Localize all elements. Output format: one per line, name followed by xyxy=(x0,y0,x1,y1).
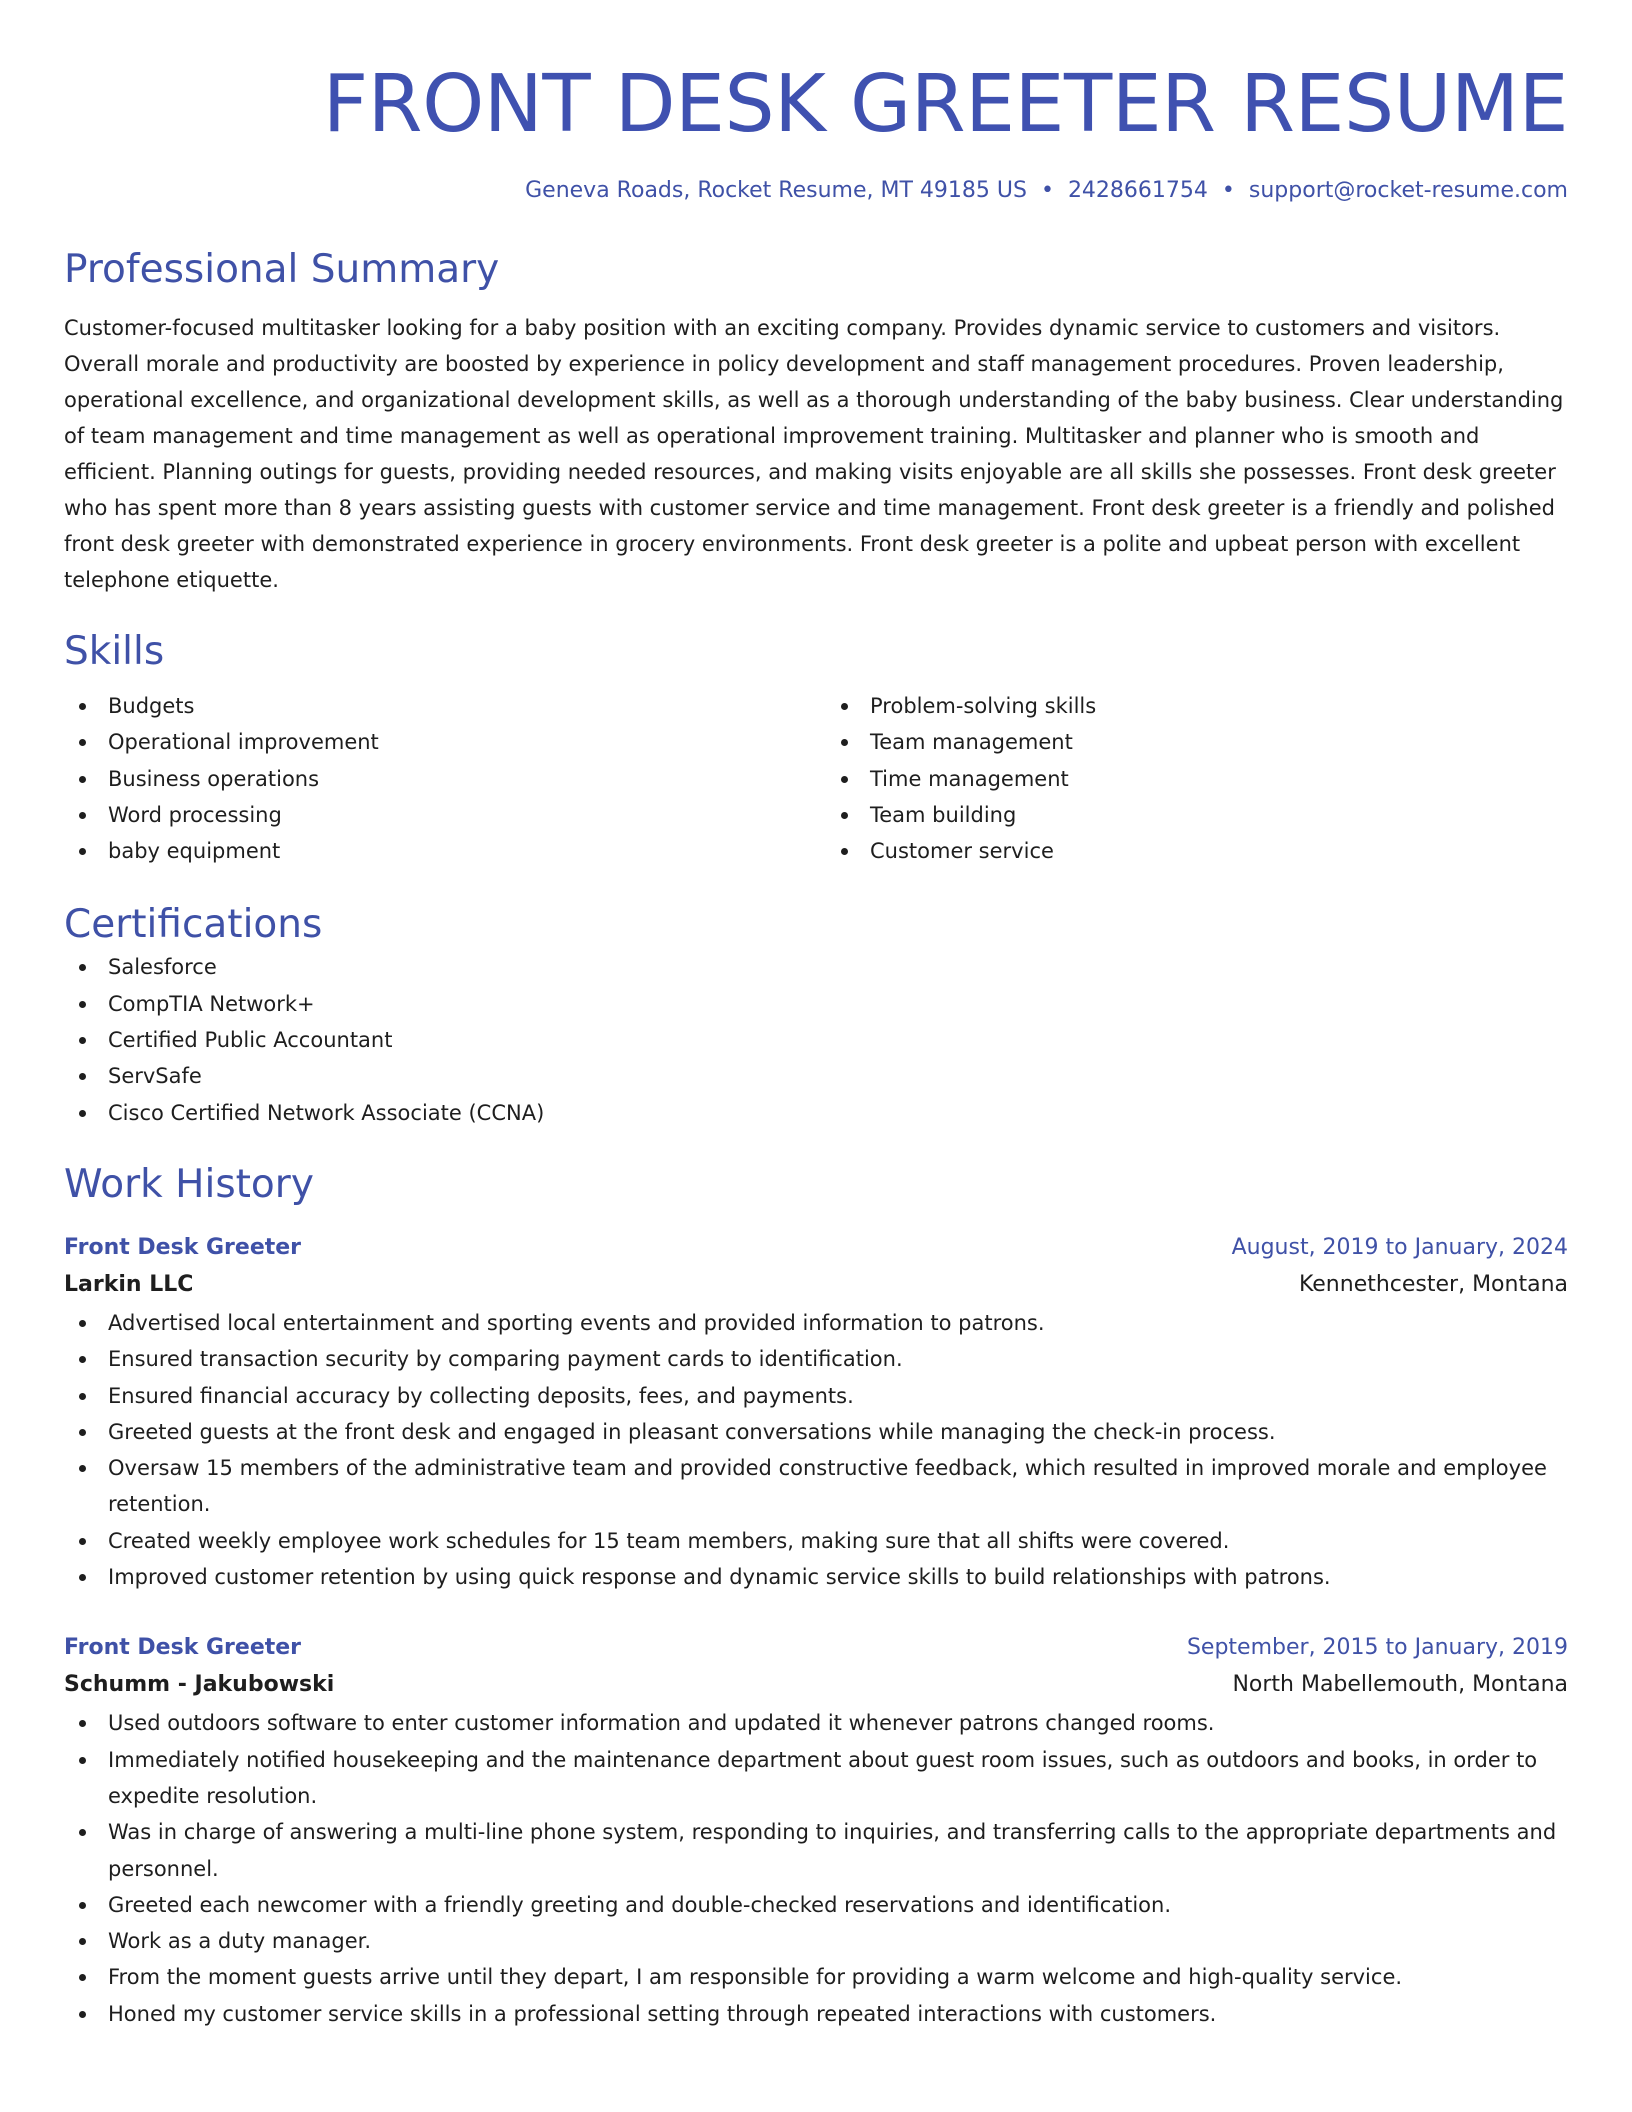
contact-separator: • xyxy=(1221,178,1235,203)
skill-item: Business operations xyxy=(64,761,806,797)
skill-item: Budgets xyxy=(64,688,806,724)
job-duty: Oversaw 15 members of the administrative team and provided constructive feedback, which resulted in improved morale and employee retention. xyxy=(64,1450,1568,1523)
job-title: Front Desk Greeter xyxy=(64,1234,302,1260)
skill-item: Problem-solving skills xyxy=(826,688,1568,724)
job-dates: August, 2019 to January, 2024 xyxy=(1231,1234,1568,1260)
job-duties-list xyxy=(64,1305,1568,1595)
job-title: Front Desk Greeter xyxy=(64,1635,302,1661)
certifications-list xyxy=(64,949,1568,1130)
job-duty: Honed my customer service skills in a professional setting through repeated interactions with customers. xyxy=(64,1996,1568,2032)
job-duty: Improved customer retention by using quick response and dynamic service skills to build relationships with patrons. xyxy=(64,1559,1568,1595)
job-dates: September, 2015 to January, 2019 xyxy=(1186,1635,1568,1661)
contact-separator: • xyxy=(1040,178,1054,203)
job-duty: Greeted each newcomer with a friendly greeting and double-checked reservations and identification. xyxy=(64,1887,1568,1923)
certification-item: ServSafe xyxy=(64,1058,1568,1094)
certifications-heading: Certifications xyxy=(64,902,323,948)
job-header-row xyxy=(64,1231,1568,1265)
contact-address: Geneva Roads, Rocket Resume, MT 49185 US xyxy=(525,178,1027,203)
summary-heading: Professional Summary xyxy=(64,247,500,292)
job-duty: Was in charge of answering a multi-line phone system, responding to inquiries, and transferring calls to the appropriate departments and personnel. xyxy=(64,1814,1568,1887)
certification-item: CompTIA Network+ xyxy=(64,986,1568,1022)
resume-page xyxy=(64,0,1568,2032)
job-company: Larkin LLC xyxy=(64,1271,194,1297)
job-duty: From the moment guests arrive until they depart, I am responsible for providing a warm welcome and high-quality service. xyxy=(64,1959,1568,1995)
job-duty: Greeted guests at the front desk and engaged in pleasant conversations while managing the check-in process. xyxy=(64,1414,1568,1450)
job-company: Schumm - Jakubowski xyxy=(64,1672,335,1698)
skill-item: baby equipment xyxy=(64,833,806,869)
skill-item: Time management xyxy=(826,761,1568,797)
skills-grid xyxy=(64,688,1568,869)
skill-item: Team building xyxy=(826,797,1568,833)
skills-list-right xyxy=(826,688,1568,869)
job-duty: Advertised local entertainment and sporting events and provided information to patrons. xyxy=(64,1305,1568,1341)
job-company-row xyxy=(64,1265,1568,1305)
job-company-row xyxy=(64,1665,1568,1705)
skills-list-left xyxy=(64,688,806,869)
job-entry-2 xyxy=(64,1631,1568,2032)
certification-item: Cisco Certified Network Associate (CCNA) xyxy=(64,1095,1568,1131)
contact-line xyxy=(64,176,1568,206)
job-location: Kennethcester, Montana xyxy=(1298,1271,1568,1297)
contact-phone: 2428661754 xyxy=(1067,178,1208,203)
job-entry-1 xyxy=(64,1231,1568,1595)
certification-item: Certified Public Accountant xyxy=(64,1022,1568,1058)
resume-title: FRONT DESK GREETER RESUME xyxy=(322,58,1568,150)
skill-item: Team management xyxy=(826,724,1568,760)
summary-text: Customer-focused multitasker looking for a baby position with an exciting company. Provides dynamic service to customers and visitors. Overall morale and productivity are boosted by experience in policy development and staff management procedures. Proven leadership, operational excellence, and organizational development skills, as well as a thorough understanding of the baby business. Clear understanding of team management and time management as well as operational improvement training. Multitasker and planner who is smooth and efficient. Planning outings for guests, providing needed resources, and making visits enjoyable are all skills she possesses. Front desk greeter who has spent more than 8 years assisting guests with customer service and time management. Front desk greeter is a friendly and polished front desk greeter with demonstrated experience in grocery environments. Front desk greeter is a polite and upbeat person with excellent telephone etiquette. xyxy=(64,316,1564,592)
certification-item: Salesforce xyxy=(64,949,1568,985)
job-duty: Work as a duty manager. xyxy=(64,1923,1568,1959)
job-duty: Immediately notified housekeeping and the maintenance department about guest room issues, such as outdoors and books, in order to expedite resolution. xyxy=(64,1742,1568,1815)
skill-item: Word processing xyxy=(64,797,806,833)
skill-item: Customer service xyxy=(826,833,1568,869)
job-duty: Created weekly employee work schedules for 15 team members, making sure that all shifts were covered. xyxy=(64,1523,1568,1559)
job-duties-list xyxy=(64,1705,1568,2032)
job-location: North Mabellemouth, Montana xyxy=(1232,1672,1568,1698)
job-duty: Ensured financial accuracy by collecting deposits, fees, and payments. xyxy=(64,1378,1568,1414)
skills-heading: Skills xyxy=(64,629,165,674)
work-history-heading: Work History xyxy=(64,1161,314,1207)
skill-item: Operational improvement xyxy=(64,724,806,760)
job-duty: Ensured transaction security by comparing payment cards to identification. xyxy=(64,1341,1568,1377)
job-header-row xyxy=(64,1631,1568,1665)
contact-email: support@rocket-resume.com xyxy=(1248,178,1568,203)
job-duty: Used outdoors software to enter customer information and updated it whenever patrons changed rooms. xyxy=(64,1705,1568,1741)
